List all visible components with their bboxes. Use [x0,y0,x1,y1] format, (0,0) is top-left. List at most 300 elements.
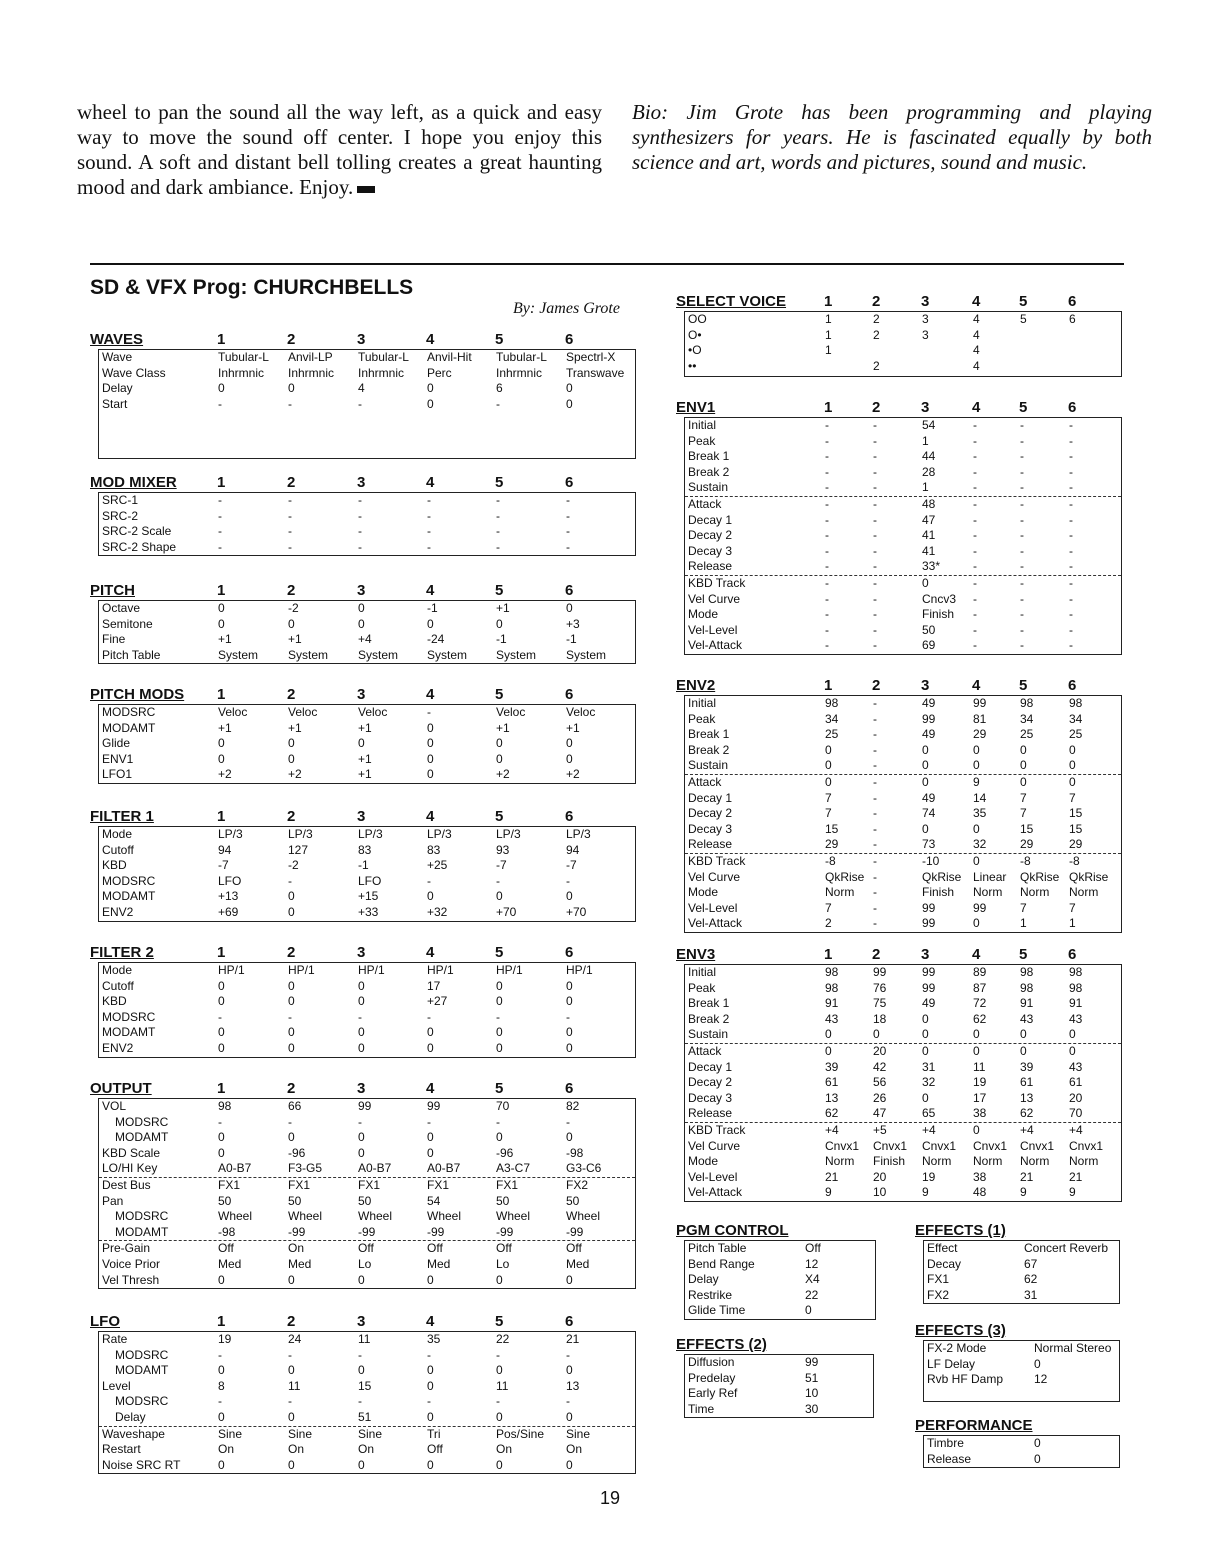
cell-value: 1 [922,433,929,448]
cell-value: -7 [496,858,507,873]
cell-value: 93 [496,842,510,857]
cell-value: - [1020,622,1024,637]
cell-value: - [427,873,431,888]
cell-value: 43 [1069,1059,1083,1074]
cell-value: 0 [358,994,365,1009]
patch-title: SD & VFX Prog: CHURCHBELLS [90,276,414,299]
cell-value: 15 [1069,806,1083,821]
row-label: Vel-Level [688,900,738,915]
row-value: 22 [805,1287,819,1302]
row-label: Attack [688,774,722,789]
cell-value: - [873,449,877,464]
cell-value: - [973,464,977,479]
cell-value: 43 [825,1011,839,1026]
cell-value: 0 [496,1040,503,1055]
row-value: 0 [1034,1356,1041,1371]
cell-value: Norm [922,1154,952,1169]
column-number: 4 [972,946,981,963]
cell-value: -24 [427,632,445,647]
performance-title: PERFORMANCE [915,1417,1033,1434]
cell-value: Sine [358,1426,383,1441]
cell-value: - [358,539,362,554]
env2-section [676,677,1122,933]
row-value: Off [805,1241,821,1255]
column-number: 1 [217,474,226,491]
row-label: •O [688,343,702,358]
row-label: LO/HI Key [102,1161,158,1176]
cell-value: 0 [218,994,225,1009]
cell-value: - [288,1114,292,1129]
cell-value: +70 [566,904,587,919]
row-label: Decay 2 [688,1075,733,1090]
cell-value: -98 [566,1145,584,1160]
cell-value: - [218,524,222,539]
row-value: Concert Reverb [1024,1241,1109,1255]
cell-value: - [218,396,222,411]
column-number: 5 [1019,293,1028,310]
column-number: 3 [357,944,366,961]
cell-value: - [825,480,829,495]
cell-value: 98 [1020,965,1034,979]
row-label: SRC-2 Shape [102,539,177,554]
cell-value: 0 [288,381,295,396]
column-number: 1 [824,293,833,310]
cell-value: Wheel [288,1209,323,1224]
cell-value: 18 [873,1011,887,1026]
cell-value: QkRise [825,869,865,884]
cell-value: 8 [218,1378,225,1393]
column-number: 2 [287,331,296,348]
cell-value: 34 [1069,711,1083,726]
table-row [99,1130,635,1146]
cell-value: 98 [825,980,839,995]
cell-value: 127 [288,842,309,857]
row-label: KBD Scale [102,1145,161,1160]
cell-value: Norm [973,885,1003,900]
cell-value: - [427,1114,431,1129]
env2-header [676,677,1122,695]
cell-value: 9 [973,774,980,789]
cell-value: 44 [922,449,936,464]
row-label: Decay 2 [688,528,733,543]
table-row [685,1170,1121,1186]
cell-value: - [1020,496,1024,511]
cell-value: - [1020,418,1024,432]
cell-value: 0 [427,736,434,751]
table-row [685,854,1121,870]
cell-value: +4 [922,1122,936,1137]
pgm-control-table [684,1240,876,1320]
cell-value: 0 [358,736,365,751]
cell-value: 49 [922,996,936,1011]
cell-value: 0 [973,758,980,773]
cell-value: - [825,528,829,543]
pitch-header [90,582,636,600]
column-number: 6 [565,582,574,599]
cell-value: 2 [825,916,832,931]
cell-value: 54 [427,1193,441,1208]
env1-section [676,399,1122,655]
cell-value: Sine [566,1426,591,1441]
cell-value: - [873,806,877,821]
cell-value: System [496,647,537,662]
cell-value: Lo [496,1256,510,1271]
column-number: 2 [287,686,296,703]
cell-value: 21 [1069,1169,1083,1184]
column-number: 3 [357,1313,366,1330]
cell-value: - [1069,622,1073,637]
cell-value: - [973,559,977,574]
table-row [99,1241,635,1257]
row-label: LF Delay [927,1356,976,1371]
row-label: MODSRC [102,705,156,719]
cell-value: +13 [218,889,239,904]
cell-value: - [1020,464,1024,479]
row-label: KBD Track [688,853,746,868]
column-number: 5 [1019,946,1028,963]
row-label: Release [688,837,733,852]
cell-value: Wheel [496,1209,531,1224]
cell-value: System [358,647,399,662]
table-row [99,994,635,1010]
effects-2-header [676,1336,874,1354]
table-row [685,965,1121,981]
row-label: Noise SRC RT [102,1457,181,1472]
cell-value: 49 [922,727,936,742]
cell-value: 0 [427,1363,434,1378]
column-number: 1 [217,1080,226,1097]
row-label: ENV1 [102,751,134,766]
cell-value: 0 [427,720,434,735]
cell-value: 0 [218,616,225,631]
cell-value: 9 [825,1185,832,1200]
cell-value: -8 [1020,853,1031,868]
cell-value: - [873,543,877,558]
cell-value: +1 [218,720,232,735]
cell-value: - [1020,449,1024,464]
cell-value: 0 [973,742,980,757]
cell-value: 4 [973,327,980,342]
cell-value: G3-C6 [566,1161,602,1176]
cell-value: 98 [1069,696,1083,710]
row-label: Vel Curve [688,869,741,884]
cell-value: - [427,508,431,523]
cell-value: 29 [825,837,839,852]
cell-value: A0-B7 [218,1161,252,1176]
row-label: Decay 3 [688,1090,733,1105]
cell-value: 0 [1069,758,1076,773]
cell-value: Med [566,1256,590,1271]
cell-value: +1 [496,601,510,615]
effects-3-section [915,1322,1120,1402]
cell-value: +2 [566,767,580,782]
cell-value: - [973,543,977,558]
cell-value: - [973,607,977,622]
filter-2-title: FILTER 2 [90,944,154,961]
cell-value: +15 [358,889,379,904]
cell-value: 0 [496,751,503,766]
cell-value: Transwave [566,365,625,380]
column-number: 2 [287,582,296,599]
author-bio: Bio: Jim Grote has been programming and playing synthesizers for years. He is fascinated equally by both science and art, words and pictures, sound and music. [632,100,1152,174]
cell-value: 2 [873,358,880,373]
cell-value: 0 [288,736,295,751]
cell-value: - [427,539,431,554]
cell-value: Wheel [218,1209,253,1224]
row-label: Break 2 [688,742,730,757]
cell-value: - [873,821,877,836]
table-row [685,1027,1121,1044]
cell-value: -7 [566,858,577,873]
column-number: 4 [426,808,435,825]
cell-value: - [1020,638,1024,653]
cell-value: On [288,1442,305,1457]
cell-value: 0 [288,978,295,993]
cell-value: LP/3 [288,827,313,841]
cell-value: - [1069,591,1073,606]
cell-value: 83 [427,842,441,857]
table-row [99,1025,635,1041]
table-row [99,1257,635,1273]
output-header [90,1080,636,1098]
cell-value: 87 [973,980,987,995]
cell-value: 0 [218,1040,225,1055]
lfo-header [90,1313,636,1331]
cell-value: - [1020,591,1024,606]
cell-value: 0 [358,1363,365,1378]
cell-value: Inhrmnic [358,365,405,380]
cell-value: 0 [496,978,503,993]
row-label: KBD [102,858,127,873]
env2-title: ENV2 [676,677,716,694]
effects-2-section [676,1336,874,1418]
column-number: 6 [565,686,574,703]
table-row [685,696,1121,712]
row-label: FX-2 Mode [927,1341,987,1355]
cell-value: 98 [1020,696,1034,710]
row-label: Wave [102,350,133,364]
table-row [99,648,635,664]
column-number: 1 [217,686,226,703]
column-number: 4 [426,686,435,703]
cell-value: 0 [358,1272,365,1287]
cell-value: 3 [922,327,929,342]
table-row [685,1241,875,1257]
cell-value: 0 [496,1130,503,1145]
cell-value: Off [496,1241,512,1256]
column-number: 5 [1019,677,1028,694]
row-label: Pitch Table [688,1241,747,1255]
cell-value: +2 [218,767,232,782]
cell-value: FX1 [496,1177,519,1192]
cell-value: HP/1 [358,963,385,977]
cell-value: -1 [566,632,577,647]
cell-value: - [566,539,570,554]
row-label: Delay [688,1272,719,1287]
cell-value: - [873,496,877,511]
table-row [99,827,635,843]
cell-value: 0 [973,853,980,868]
cell-value: 21 [566,1332,580,1346]
cell-value: - [873,742,877,757]
cell-value: Norm [825,1154,855,1169]
cell-value: Med [218,1256,242,1271]
row-label: MODSRC [102,873,156,888]
cell-value: - [825,559,829,574]
cell-value: 0 [825,1027,832,1042]
column-number: 2 [872,293,881,310]
cell-value: +2 [496,767,510,782]
cell-value: - [358,1347,362,1362]
row-label: KBD [102,994,127,1009]
cell-value: -99 [566,1224,584,1239]
cell-value: - [496,396,500,411]
cell-value: 0 [496,1025,503,1040]
section-divider [90,263,1124,265]
cell-value: On [496,1442,513,1457]
cell-value: 0 [288,889,295,904]
row-label: ENV2 [102,1040,134,1055]
table-row [685,1257,875,1273]
cell-value: - [1020,480,1024,495]
cell-value: 91 [1069,996,1083,1011]
effects-1-title: EFFECTS (1) [915,1222,1006,1239]
cell-value: - [873,869,877,884]
table-row [685,806,1121,822]
row-label: Delay [102,381,133,396]
cell-value: - [288,493,292,507]
row-value: 0 [1034,1436,1041,1450]
cell-value: +1 [288,632,302,647]
cell-value: 0 [566,1363,573,1378]
env3-table [684,964,1122,1202]
column-number: 2 [287,1080,296,1097]
cell-value: - [873,418,877,432]
row-value: 0 [1034,1451,1041,1466]
cell-value: 0 [427,1409,434,1424]
table-row [99,843,635,859]
table-row [685,916,1121,932]
cell-value: 89 [973,965,987,979]
cell-value: 0 [288,1409,295,1424]
row-label: Peak [688,433,716,448]
column-number: 1 [217,582,226,599]
table-row [685,870,1121,886]
cell-value: 0 [218,1363,225,1378]
cell-value: - [973,512,977,527]
lfo-section [90,1313,636,1474]
cell-value: 0 [288,751,295,766]
column-number: 3 [357,1080,366,1097]
cell-value: -8 [1069,853,1080,868]
cell-value: Norm [1020,885,1050,900]
table-row [685,758,1121,775]
cell-value: 0 [496,1363,503,1378]
cell-value: 0 [218,978,225,993]
row-label: Bend Range [688,1256,755,1271]
row-label: Mode [102,963,133,977]
cell-value: - [496,1114,500,1129]
cell-value: 19 [218,1332,232,1346]
cell-value: 99 [427,1099,441,1113]
table-row [685,465,1121,481]
cell-value: 11 [358,1332,371,1346]
table-row [99,493,635,509]
cell-value: - [566,1114,570,1129]
cell-value: +1 [566,720,580,735]
table-row [685,1060,1121,1076]
cell-value: 29 [1069,837,1083,852]
cell-value: - [825,543,829,558]
filter-2-section [90,944,636,1058]
column-number: 5 [495,1313,504,1330]
table-row [685,727,1121,743]
cell-value: - [566,1394,570,1409]
cell-value: - [496,873,500,888]
row-label: Glide Time [688,1303,746,1318]
column-number: 4 [972,399,981,416]
cell-value: - [218,1009,222,1024]
cell-value: 4 [973,343,980,358]
row-label: MODAMT [115,1130,169,1145]
cell-value: 98 [825,696,839,710]
row-label: •• [688,358,697,373]
row-label: MODAMT [115,1363,169,1378]
row-label: Start [102,396,128,411]
cell-value: - [873,711,877,726]
row-label: LFO1 [102,767,133,782]
table-row [99,632,635,648]
cell-value: 0 [825,758,832,773]
cell-value: - [358,524,362,539]
cell-value: LP/3 [218,827,243,841]
cell-value: 0 [427,1145,434,1160]
cell-value: 0 [218,601,225,615]
cell-value: 0 [1020,1027,1027,1042]
cell-value: Off [358,1241,374,1256]
cell-value: - [1069,543,1073,558]
cell-value: 42 [873,1059,887,1074]
cell-value: +4 [1069,1122,1083,1137]
cell-value: 25 [1069,727,1083,742]
cell-value: - [358,493,362,507]
column-number: 4 [426,474,435,491]
column-number: 6 [1068,946,1077,963]
cell-value: 2 [873,327,880,342]
cell-value: - [1020,512,1024,527]
table-row [685,1154,1121,1170]
table-row [685,775,1121,791]
cell-value: 0 [218,751,225,766]
cell-value: Veloc [358,705,388,719]
cell-value: LP/3 [566,827,591,841]
column-number: 3 [921,293,930,310]
table-row [924,1372,1119,1388]
table-row [685,1044,1121,1060]
cell-value: - [873,575,877,590]
cell-value: - [825,622,829,637]
cell-value: 4 [973,312,980,326]
row-label: MODSRC [115,1394,169,1409]
cell-value: - [825,575,829,590]
cell-value: 11 [288,1378,301,1393]
cell-value: 0 [1069,742,1076,757]
cell-value: 0 [427,1272,434,1287]
cell-value: 0 [427,616,434,631]
cell-value: - [1069,607,1073,622]
cell-value: 99 [922,965,936,979]
cell-value: 21 [1020,1169,1034,1184]
